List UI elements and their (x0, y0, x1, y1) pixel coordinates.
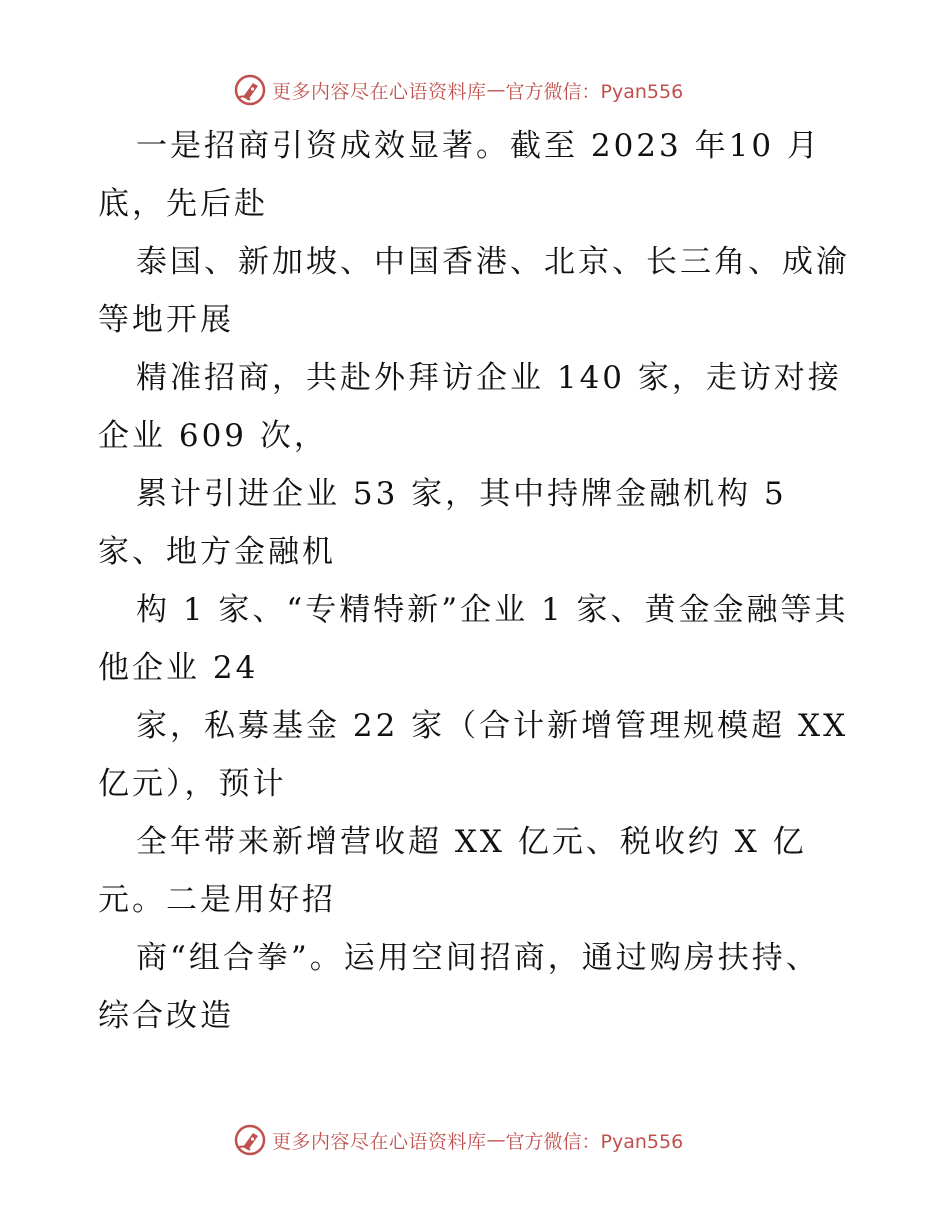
paragraph-line: 他企业 24 (98, 650, 259, 686)
paragraph-line: 亿元），预计 (98, 766, 287, 802)
paragraph-line: 累计引进企业 53 家，其中持牌金融机构 5 (136, 476, 787, 512)
paragraph-line: 底，先后赴 (98, 186, 268, 222)
paragraph-line: 泰国、新加坡、中国香港、北京、长三角、成渝 (136, 244, 850, 280)
pen-nib-logo-icon (234, 1124, 266, 1156)
paragraph-line: 一是招商引资成效显著。截至 2023 年10 月 (136, 128, 821, 164)
footer-watermark (234, 1123, 683, 1157)
watermark-text: 更多内容尽在心语资料库 (272, 80, 487, 103)
paragraph-line: 家、地方金融机 (98, 534, 336, 570)
paragraph-2 (98, 233, 858, 349)
watermark-separator: — (486, 1129, 506, 1151)
paragraph-line: 商“组合拳”。运用空间招商，通过购房扶持、 (136, 940, 820, 976)
watermark-text: 更多内容尽在心语资料库 (272, 1130, 487, 1153)
paragraph-line: 精准招商，共赴外拜访企业 140 家，走访对接 (136, 360, 842, 396)
paragraph-5 (98, 581, 858, 697)
paragraph-6 (98, 697, 858, 813)
paragraph-4 (98, 465, 858, 581)
paragraph-7 (98, 813, 858, 929)
paragraph-line: 元。二是用好招 (98, 882, 336, 918)
document-body (98, 117, 858, 1045)
paragraph-8 (98, 929, 858, 1045)
pen-nib-logo-icon (234, 74, 266, 106)
paragraph-line: 全年带来新增营收超 XX 亿元、税收约 X 亿 (136, 824, 807, 860)
watermark-separator: — (486, 79, 506, 101)
watermark-account: 官方微信：Pyan556 (505, 80, 684, 103)
paragraph-1 (98, 117, 858, 233)
paragraph-line: 企业 609 次， (98, 418, 328, 454)
paragraph-line: 等地开展 (98, 302, 234, 338)
watermark-account: 官方微信：Pyan556 (505, 1130, 684, 1153)
header-watermark (234, 73, 683, 107)
paragraph-3 (98, 349, 858, 465)
paragraph-line: 构 1 家、“专精特新”企业 1 家、黄金金融等其 (136, 592, 849, 628)
paragraph-line: 家，私募基金 22 家（合计新增管理规模超 XX (136, 708, 849, 744)
paragraph-line: 综合改造 (98, 998, 234, 1034)
